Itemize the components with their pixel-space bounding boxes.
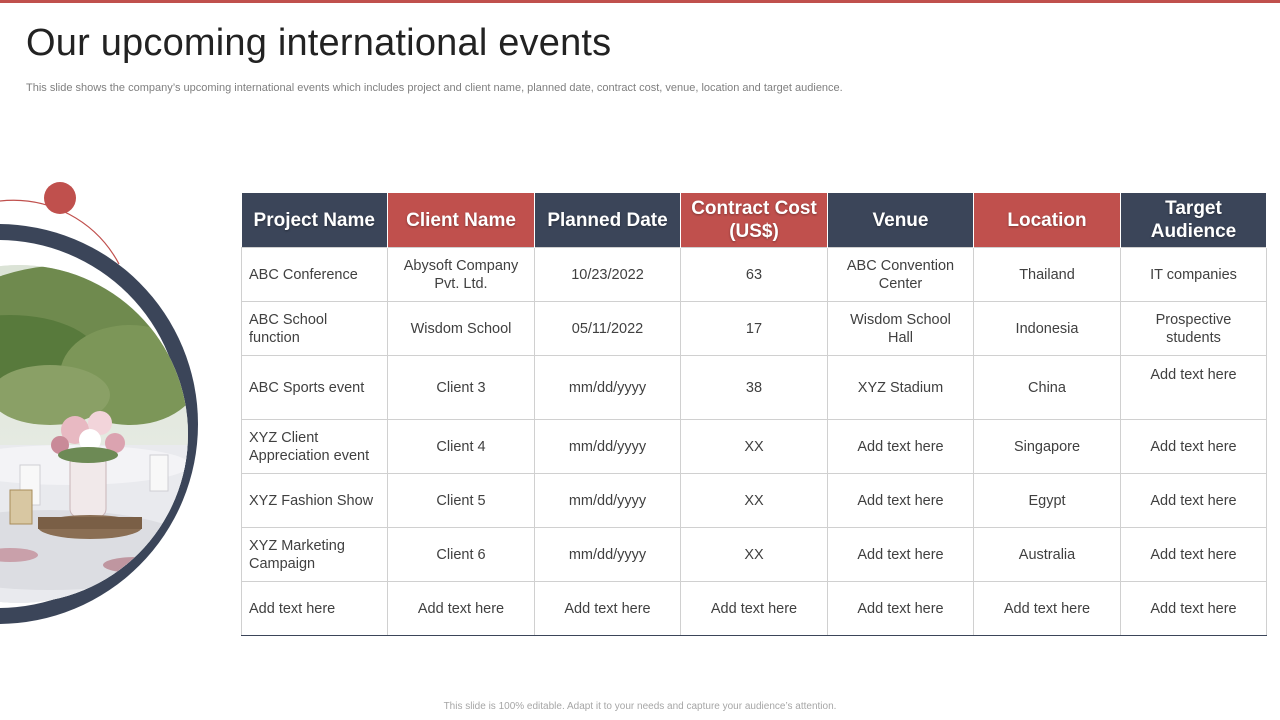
cell-client-name: Client 6 (388, 528, 535, 582)
cell-venue: Add text here (828, 420, 974, 474)
cell-contract-cost: XX (681, 474, 828, 528)
decorative-graphic (0, 0, 240, 720)
cell-planned-date: mm/dd/yyyy (535, 420, 681, 474)
cell-venue: Add text here (828, 474, 974, 528)
cell-planned-date: mm/dd/yyyy (535, 356, 681, 420)
header-location: Location (974, 193, 1121, 248)
cell-project-name: ABC Conference (242, 248, 388, 302)
cell-location: China (974, 356, 1121, 420)
cell-contract-cost: 63 (681, 248, 828, 302)
cell-target-audience: Add text here (1121, 528, 1267, 582)
cell-client-name: Client 4 (388, 420, 535, 474)
table-row (242, 356, 1267, 420)
cell-client-name: Add text here (388, 582, 535, 636)
cell-location: Add text here (974, 582, 1121, 636)
cell-venue: Add text here (828, 528, 974, 582)
header-project-name: Project Name (242, 193, 388, 248)
cell-project-name: ABC Sports event (242, 356, 388, 420)
cell-location: Australia (974, 528, 1121, 582)
header-venue: Venue (828, 193, 974, 248)
cell-planned-date: Add text here (535, 582, 681, 636)
cell-venue: XYZ Stadium (828, 356, 974, 420)
cell-location: Indonesia (974, 302, 1121, 356)
cell-target-audience: Add text here (1121, 420, 1267, 474)
cell-contract-cost: Add text here (681, 582, 828, 636)
red-dot (44, 182, 76, 214)
table-row (242, 582, 1267, 636)
cell-location: Egypt (974, 474, 1121, 528)
page-subtitle: This slide shows the company’s upcoming international events which includes project and client name, planned date, contract cost, venue, location and target audience. (26, 82, 843, 94)
table-header-row (242, 193, 1267, 248)
events-table (241, 193, 1267, 636)
table-row (242, 248, 1267, 302)
cell-target-audience: Add text here (1121, 582, 1267, 636)
page-title: Our upcoming international events (26, 22, 612, 64)
cell-project-name: ABC School function (242, 302, 388, 356)
cell-location: Thailand (974, 248, 1121, 302)
cell-planned-date: mm/dd/yyyy (535, 528, 681, 582)
header-planned-date: Planned Date (535, 193, 681, 248)
table-row (242, 420, 1267, 474)
cell-target-audience: Add text here (1121, 356, 1267, 420)
cell-contract-cost: 17 (681, 302, 828, 356)
cell-project-name: XYZ Marketing Campaign (242, 528, 388, 582)
cell-target-audience: Prospective students (1121, 302, 1267, 356)
cell-planned-date: mm/dd/yyyy (535, 474, 681, 528)
cell-target-audience: IT companies (1121, 248, 1267, 302)
cell-project-name: XYZ Fashion Show (242, 474, 388, 528)
cell-location: Singapore (974, 420, 1121, 474)
cell-contract-cost: XX (681, 528, 828, 582)
cell-client-name: Client 3 (388, 356, 535, 420)
cell-project-name: Add text here (242, 582, 388, 636)
cell-target-audience: Add text here (1121, 474, 1267, 528)
cell-venue: ABC Convention Center (828, 248, 974, 302)
footer-note: This slide is 100% editable. Adapt it to your needs and capture your audience’s attention. (443, 701, 837, 712)
header-target-audience: Target Audience (1121, 193, 1267, 248)
cell-client-name: Client 5 (388, 474, 535, 528)
header-client-name: Client Name (388, 193, 535, 248)
cell-planned-date: 10/23/2022 (535, 248, 681, 302)
header-contract-cost: Contract Cost (US$) (681, 193, 828, 248)
cell-client-name: Wisdom School (388, 302, 535, 356)
table-row (242, 302, 1267, 356)
table-row (242, 528, 1267, 582)
cell-planned-date: 05/11/2022 (535, 302, 681, 356)
cell-contract-cost: XX (681, 420, 828, 474)
cell-venue: Add text here (828, 582, 974, 636)
cell-venue: Wisdom School Hall (828, 302, 974, 356)
cell-client-name: Abysoft Company Pvt. Ltd. (388, 248, 535, 302)
cell-project-name: XYZ Client Appreciation event (242, 420, 388, 474)
cell-contract-cost: 38 (681, 356, 828, 420)
table-row (242, 474, 1267, 528)
